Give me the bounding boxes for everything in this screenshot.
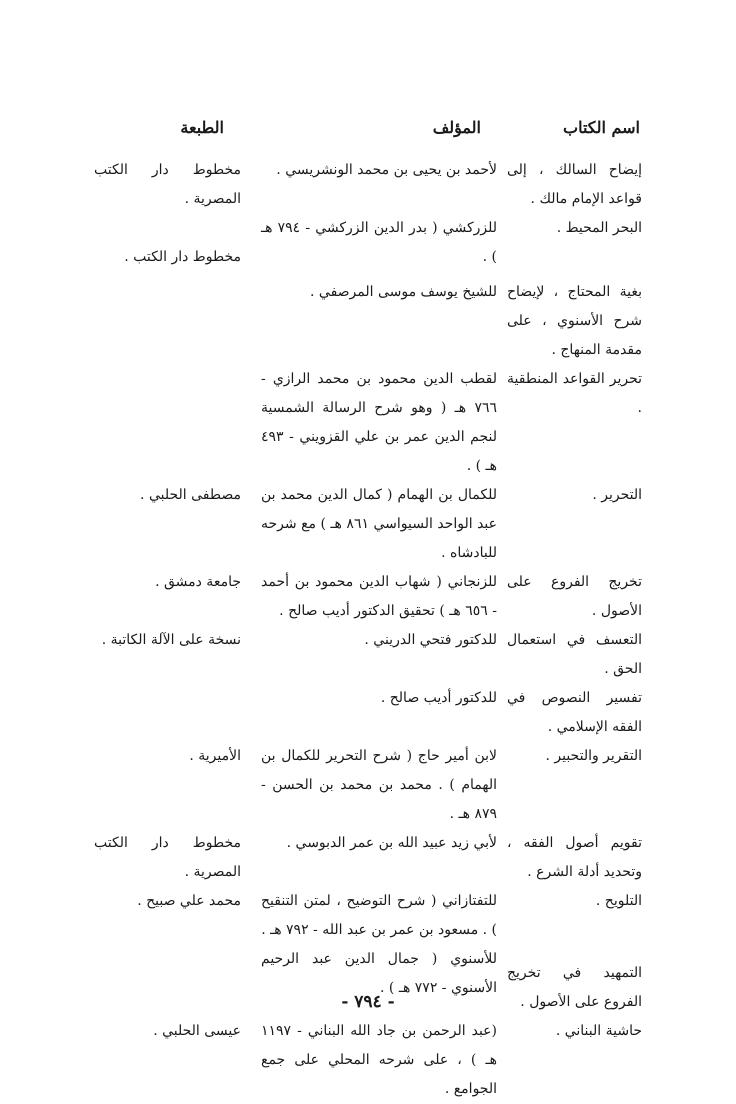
- table-row: [94, 481, 642, 568]
- book-title-cell: التعسف في استعمال الحق .: [507, 632, 642, 677]
- book-title-cell: تحرير القواعد المنطقية .: [507, 371, 642, 416]
- table-row: [94, 626, 642, 684]
- book-title-cell: إيضاح السالك ، إلى قواعد الإمام مالك .: [507, 162, 642, 207]
- book-title-cell: تخريج الفروع على الأصول .: [507, 574, 642, 619]
- edition-cell: جامعة دمشق .: [155, 574, 241, 590]
- table-row: [94, 684, 642, 742]
- author-cell: لأبي زيد عبيد الله بن عمر الدبوسي .: [286, 835, 497, 851]
- book-title-cell: تقويم أصول الفقه ، وتحديد أدلة الشرع .: [507, 835, 642, 880]
- table-row: [94, 829, 642, 887]
- column-header-author: المؤلف: [432, 118, 481, 137]
- table-row: [94, 272, 642, 365]
- author-cell: للدكتور فتحي الدريني .: [364, 632, 497, 648]
- author-cell: لابن أمير حاج ( شرح التحرير للكمال بن الهمام ) . محمد بن محمد بن الحسن - ٨٧٩ هـ .: [261, 748, 497, 822]
- book-title-cell: حاشية البناني .: [555, 1023, 642, 1039]
- edition-cell: محمد علي صبيح .: [137, 893, 241, 909]
- column-header-edition: الطبعة: [180, 118, 224, 137]
- edition-cell: مصطفى الحلبي .: [140, 487, 241, 503]
- book-title-cell: تفسير النصوص في الفقه الإسلامي .: [507, 690, 642, 735]
- table-row: [94, 887, 642, 945]
- author-cell: للزنجاني ( شهاب الدين محمود بن أحمد - ٦٥٦ هـ ) تحقيق الدكتور أديب صالح .: [261, 574, 497, 619]
- table-row: [94, 156, 642, 214]
- author-cell: للأسنوي ( جمال الدين عبد الرحيم الأسنوي - ٧٧٢ هـ ) .: [261, 951, 497, 996]
- book-title-cell: التلويح .: [595, 893, 642, 909]
- edition-cell: مخطوط دار الكتب .: [124, 249, 241, 265]
- author-cell: للشيخ يوسف موسى المرصفي .: [310, 284, 497, 300]
- table-row: [94, 365, 642, 481]
- table-row: [94, 1017, 642, 1104]
- book-title-cell: التقرير والتحبير .: [545, 748, 642, 764]
- author-cell: للدكتور أديب صالح .: [380, 690, 497, 706]
- book-title-cell: بغية المحتاج ، لإيضاح شرح الأسنوي ، على مقدمة المنهاج .: [507, 284, 642, 358]
- author-cell: للزركشي ( بدر الدين الزركشي - ٧٩٤ هـ ) .: [261, 220, 497, 265]
- book-title-cell: البحر المحيط .: [556, 220, 642, 236]
- edition-cell: مخطوط دار الكتب المصرية .: [94, 162, 241, 207]
- author-cell: لأحمد بن يحيى بن محمد الونشريسي .: [276, 162, 497, 178]
- table-row: [94, 742, 642, 829]
- edition-cell: [94, 365, 241, 481]
- author-cell: (عبد الرحمن بن جاد الله البناني - ١١٩٧ هـ ) ، على شرحه المحلي على جمع الجوامع .: [261, 1023, 497, 1097]
- author-cell: للكمال بن الهمام ( كمال الدين محمد بن عبد الواحد السيواسي ٨٦١ هـ ) مع شرحه للبادشاه .: [261, 487, 498, 561]
- page-number: - ٧٩٤ -: [341, 992, 395, 1012]
- author-cell: للتفتازاني ( شرح التوضيح ، لمتن التنقيح ) . مسعود بن عمر بن عبد الله - ٧٩٢ هـ .: [261, 893, 497, 938]
- edition-cell: [94, 684, 241, 742]
- edition-cell: نسخة على الآلة الكاتبة .: [101, 632, 241, 648]
- column-header-title: اسم الكتاب: [563, 118, 640, 137]
- book-title-cell: التمهيد في تخريج الفروع على الأصول .: [507, 965, 642, 1010]
- table-row: [94, 214, 642, 272]
- bibliography-table: [94, 156, 642, 1104]
- edition-cell: الأميرية .: [189, 748, 241, 764]
- book-title-cell: التحرير .: [592, 487, 642, 503]
- table-row: [94, 568, 642, 626]
- author-cell: لقطب الدين محمود بن محمد الرازي - ٧٦٦ هـ ( وهو شرح الرسالة الشمسية لنجم الدين عمر بن علي القزويني - ٤٩٣ هـ ) .: [261, 371, 497, 474]
- edition-cell: مخطوط دار الكتب المصرية .: [94, 835, 241, 880]
- edition-cell: [94, 272, 241, 365]
- edition-cell: عيسى الحلبي .: [153, 1023, 241, 1039]
